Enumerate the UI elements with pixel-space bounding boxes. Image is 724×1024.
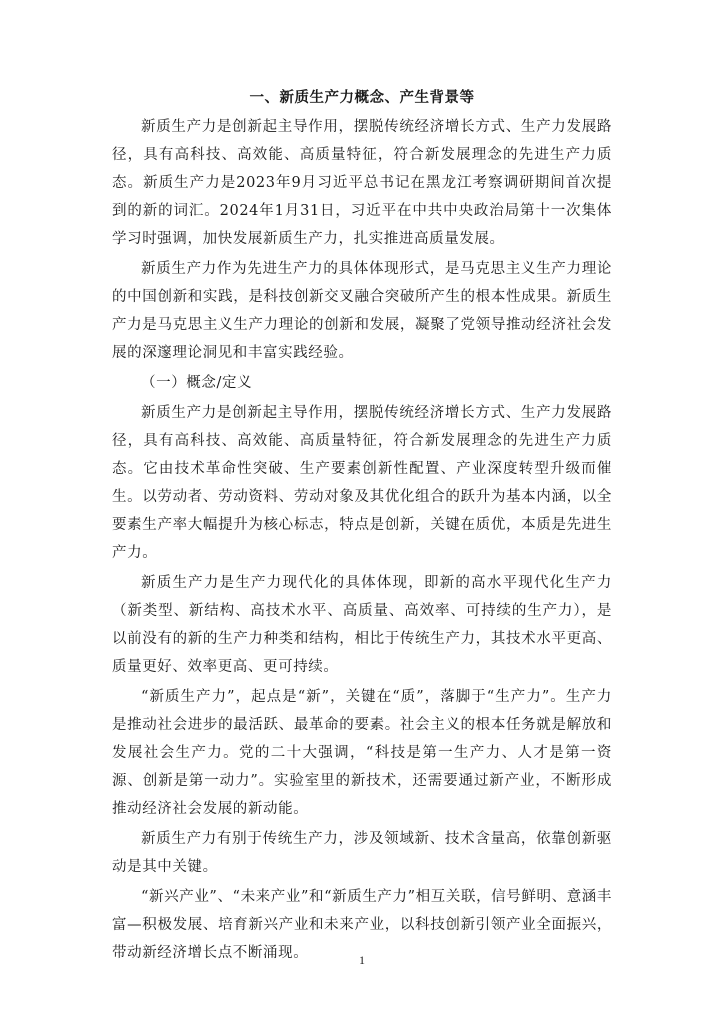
subsection-heading: （一）概念/定义 xyxy=(141,375,253,391)
paragraph-intro-1: 新质生产力是创新起主导作用，摆脱传统经济增长方式、生产力发展路径，具有高科技、高效能、高质量特征，符合新发展理念的先进生产力质态。新质生产力是2023年9月习近平总书记在黑龙江考察调研期间首次提到的新的词汇。2024年1月31日，习近平在中共中央政治局第十一次集体学习时强调，加快发展新质生产力，扎实推进高质量发展。 xyxy=(112,119,612,247)
paragraph-definition-4: 新质生产力有别于传统生产力，涉及领域新、技术含量高，依靠创新驱动是其中关键。 xyxy=(112,831,612,875)
paragraph-definition-1: 新质生产力是创新起主导作用，摆脱传统经济增长方式、生产力发展路径，具有高科技、高效能、高质量特征，符合新发展理念的先进生产力质态。它由技术革命性突破、生产要素创新性配置、产业深度转型升级而催生。以劳动者、劳动资料、劳动对象及其优化组合的跃升为基本内涵，以全要素生产率大幅提升为核心标志，特点是创新，关键在质优，本质是先进生产力。 xyxy=(112,405,612,561)
document-page xyxy=(112,86,612,969)
paragraph-definition-2: 新质生产力是生产力现代化的具体体现，即新的高水平现代化生产力（新类型、新结构、高技术水平、高质量、高效率、可持续的生产力），是以前没有的新的生产力种类和结构，相比于传统生产力，其技术水平更高、质量更好、效率更高、更可持续。 xyxy=(112,575,612,675)
section-title: 一、新质生产力概念、产生背景等 xyxy=(249,90,475,106)
paragraph-definition-5: “新兴产业”、“未来产业”和“新质生产力”相互关联，信号鲜明、意涵丰富—积极发展、培育新兴产业和未来产业，以科技创新引领产业全面振兴，带动新经济增长点不断涌现。 xyxy=(112,889,612,961)
paragraph-intro-2: 新质生产力作为先进生产力的具体体现形式，是马克思主义生产力理论的中国创新和实践，是科技创新交叉融合突破所产生的根本性成果。新质生产力是马克思主义生产力理论的创新和发展，凝聚了党领导推动经济社会发展的深邃理论洞见和丰富实践经验。 xyxy=(112,261,612,361)
page-number: 1 xyxy=(359,953,365,967)
paragraph-definition-3: “新质生产力”，起点是“新”，关键在“质”，落脚于“生产力”。生产力是推动社会进步的最活跃、最革命的要素。社会主义的根本任务就是解放和发展社会生产力。党的二十大强调，“科技是第一生产力、人才是第一资源、创新是第一动力”。实验室里的新技术，还需要通过新产业，不断形成推动经济社会发展的新动能。 xyxy=(112,689,612,817)
